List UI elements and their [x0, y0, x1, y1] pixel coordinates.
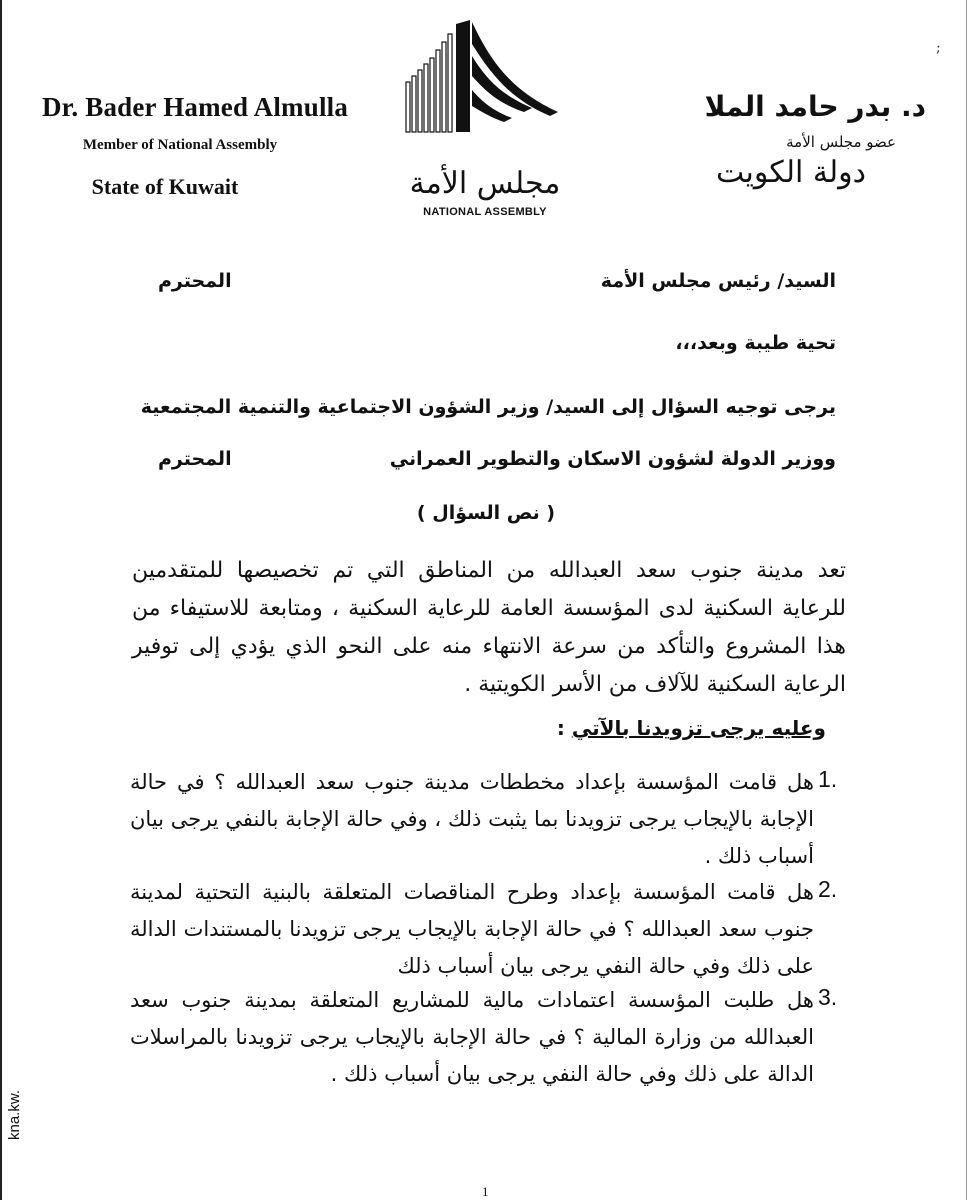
page-number: 1: [482, 1184, 489, 1199]
subheading-colon: :: [556, 716, 565, 740]
question-number-1: 1.: [818, 766, 838, 792]
question-3: هل طلبت المؤسسة اعتمادات مالية للمشاريع المتعلقة بمدينة جنوب سعد العبدالله من وزارة المالية ؟ في حالة الإجابة بالإيجاب يرجى تزويدنا بالمراسلات الدالة على ذلك وفي حالة النفي يرجى بيان أسباب ذلك .: [130, 988, 814, 1086]
question-2: هل قامت المؤسسة بإعداد وطرح المناقصات المتعلقة بالبنية التحتية لمدينة جنوب سعد العبدالله ؟ في حالة الإجابة بالإيجاب يرجى تزويدنا بالمستندات الدالة على ذلك وفي حالة النفي يرجى بيان أسباب ذلك: [130, 880, 814, 978]
letterhead-arabic: [666, 90, 926, 190]
letterhead-english: [0, 92, 390, 200]
national-assembly-logo: [400, 20, 570, 225]
logo-arabic-name: مجلس الأمة: [409, 166, 561, 201]
question-1: هل قامت المؤسسة بإعداد مخططات مدينة جنوب سعد العبدالله ؟ في حالة الإجابة بالإيجاب يرجى تزويدنا بما يثبت ذلك ، وفي حالة الإجابة بالنفي يرجى بيان أسباب ذلك .: [130, 770, 814, 868]
page-border-right: [966, 0, 967, 1200]
sender-name-ar: د. بدر حامد الملا: [704, 90, 926, 123]
sender-state-ar: دولة الكويت: [716, 155, 866, 190]
corner-mark: ;: [936, 40, 941, 56]
greeting-line: تحية طيبة وبعد،،،: [675, 332, 836, 354]
assembly-building-icon: [400, 20, 570, 160]
respect-1: المحترم: [158, 270, 232, 292]
request-subheading: [557, 716, 826, 740]
request-line-2: ووزير الدولة لشؤون الاسكان والتطوير العمراني: [389, 448, 836, 470]
respect-2: المحترم: [158, 448, 232, 470]
side-url: kna.kw.: [6, 1089, 23, 1140]
subheading-text: وعليه يرجى تزويدنا بالآتي: [571, 716, 826, 740]
sender-title-ar: عضو مجلس الأمة: [786, 133, 896, 151]
question-number-3: 3.: [818, 984, 838, 1010]
sender-name-en: Dr. Bader Hamed Almulla: [41, 92, 349, 122]
sender-state-en: State of Kuwait: [91, 174, 239, 199]
intro-paragraph: تعد مدينة جنوب سعد العبدالله من المناطق التي تم تخصيصها للمتقدمين للرعاية السكنية لدى المؤسسة العامة للرعاية السكنية ، ومتابعة للاستيفاء من هذا المشروع والتأكد من سرعة الانتهاء منه على النحو الذي يؤدي إلى توفير الرعاية السكنية للآلاف من الأسر الكويتية .: [132, 558, 846, 697]
question-title: ( نص السؤال ): [416, 502, 556, 524]
logo-english-name: NATIONAL ASSEMBLY: [423, 206, 547, 218]
sender-title-en: Member of National Assembly: [82, 137, 278, 153]
addressee-line: السيد/ رئيس مجلس الأمة: [600, 270, 836, 292]
request-line-1: يرجى توجيه السؤال إلى السيد/ وزير الشؤون الاجتماعية والتنمية المجتمعية: [140, 396, 836, 418]
question-number-2: 2.: [818, 876, 838, 902]
